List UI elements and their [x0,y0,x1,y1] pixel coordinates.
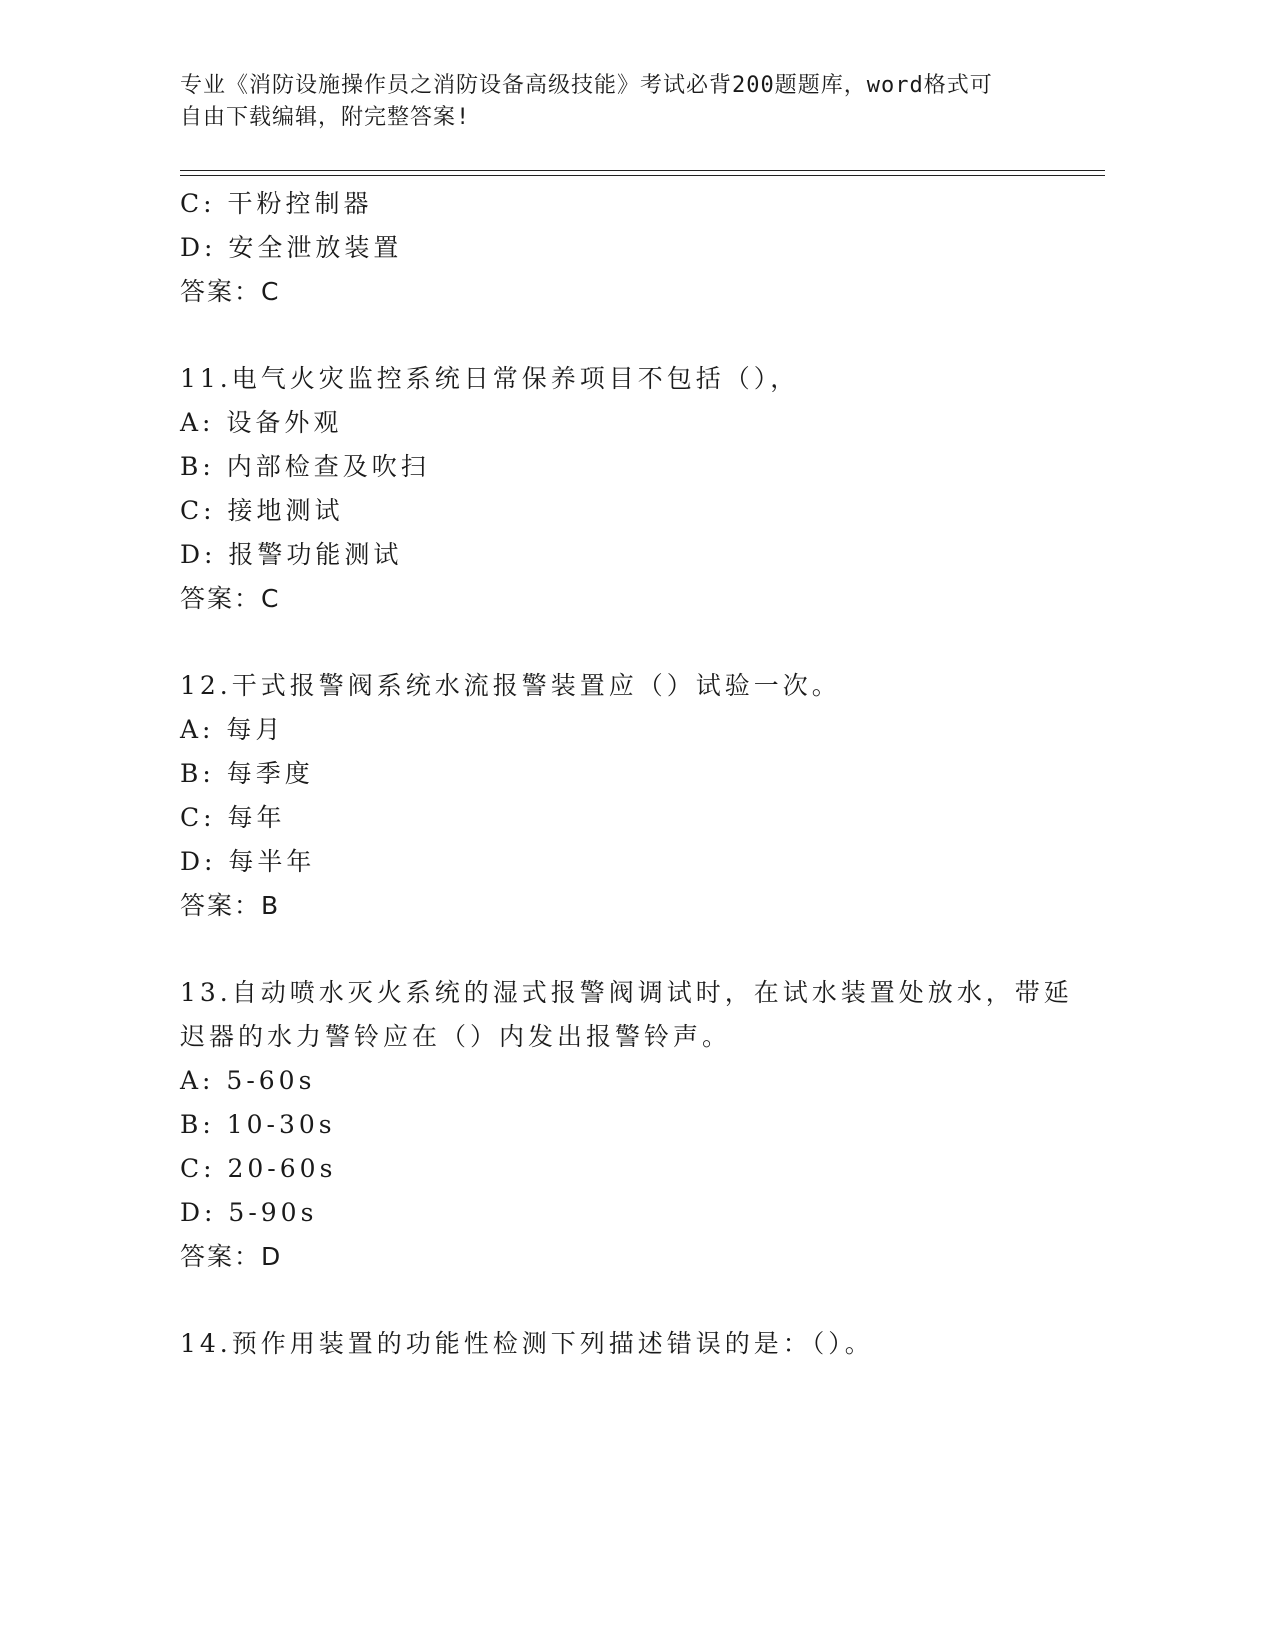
question-stem-continued: 迟器的水力警铃应在（）内发出报警铃声。 [180,1022,732,1051]
question-11 [180,357,1080,621]
answer-line: 答案：C [180,277,281,306]
option-b: B: 10-30s [180,1110,336,1139]
option-a: A: 设备外观 [180,408,343,437]
question-14 [180,1322,1080,1366]
answer-line: 答案：C [180,584,281,613]
question-12 [180,664,1080,928]
option-d: D: 安全泄放装置 [180,233,403,262]
spacer [180,928,1080,971]
question-10-continued [180,182,1080,314]
question-stem: 12.干式报警阀系统水流报警装置应（）试验一次。 [180,671,841,700]
question-stem: 11.电气火灾监控系统日常保养项目不包括（）， [180,364,800,393]
question-list [180,182,1080,1366]
header-line-2: 自由下载编辑，附完整答案! [180,105,471,130]
option-c: C: 接地测试 [180,496,344,525]
option-d: D: 报警功能测试 [180,540,403,569]
answer-line: 答案：D [180,1242,283,1271]
option-b: B: 每季度 [180,759,314,788]
document-header [180,70,1060,134]
spacer [180,314,1080,357]
header-divider-bottom [180,175,1105,176]
question-13 [180,971,1080,1279]
question-stem: 14.预作用装置的功能性检测下列描述错误的是：（）。 [180,1329,874,1358]
option-d: D: 5-90s [180,1198,318,1227]
option-d: D: 每半年 [180,847,316,876]
spacer [180,1279,1080,1322]
option-c: C: 每年 [180,803,286,832]
option-a: A: 5-60s [180,1066,316,1095]
option-a: A: 每月 [180,715,285,744]
spacer [180,621,1080,664]
option-c: C: 20-60s [180,1154,337,1183]
question-stem: 13.自动喷水灭火系统的湿式报警阀调试时，在试水装置处放水，带延 [180,978,1073,1007]
header-line-1: 专业《消防设施操作员之消防设备高级技能》考试必背200题题库，word格式可 [180,73,993,98]
header-divider-top [180,170,1105,171]
answer-line: 答案：B [180,891,281,920]
option-c: C: 干粉控制器 [180,189,373,218]
option-b: B: 内部检查及吹扫 [180,452,430,481]
